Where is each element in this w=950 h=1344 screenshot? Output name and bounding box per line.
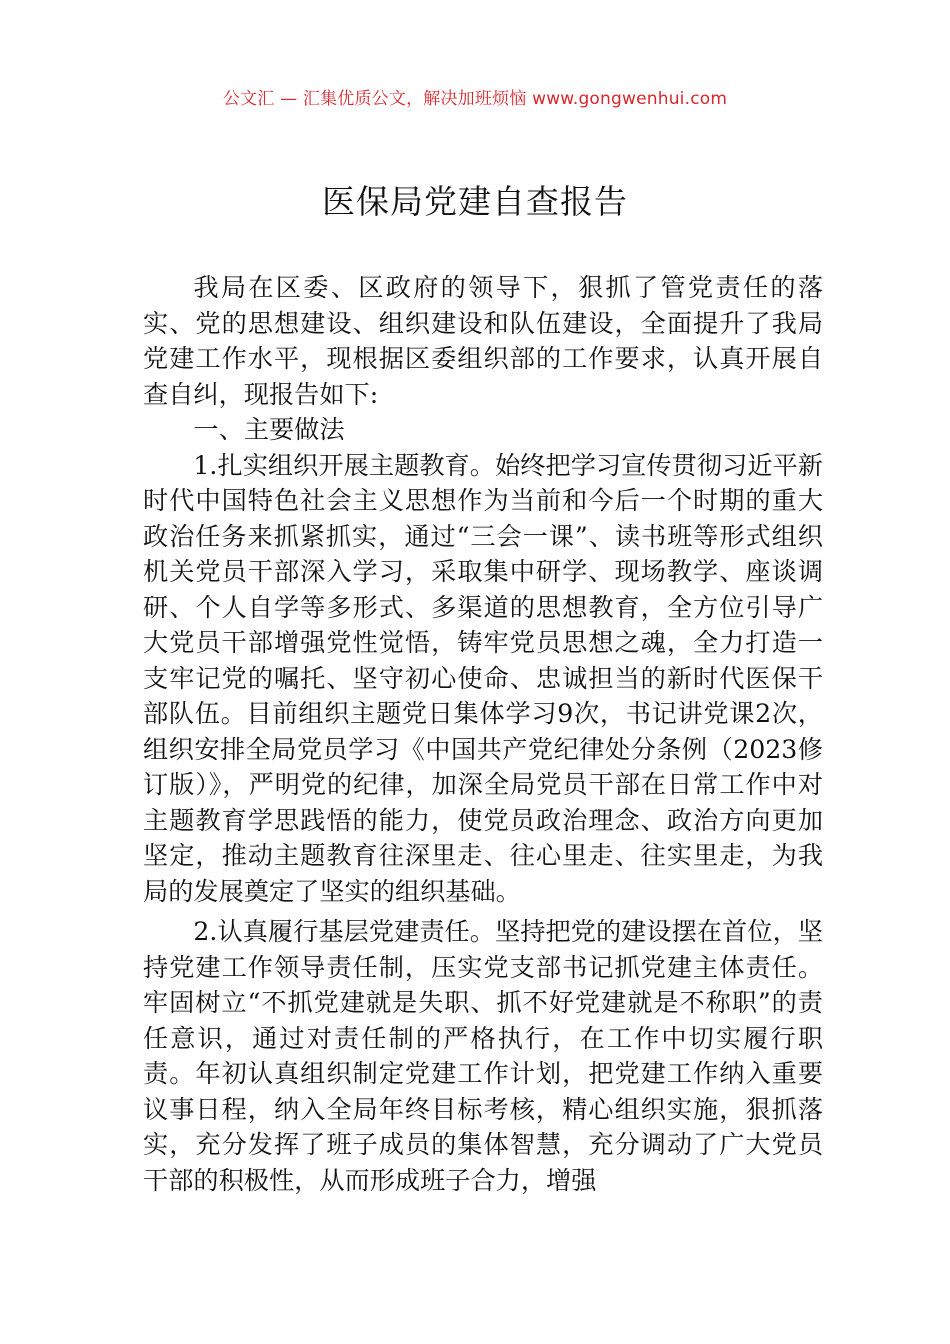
document-body [143,270,823,1198]
intro-paragraph: 我局在区委、区政府的领导下，狠抓了管党责任的落实、党的思想建设、组织建设和队伍建设，全面提升了我局党建工作水平，现根据区委组织部的工作要求，认真开展自查自纠，现报告如下: [143,273,823,409]
document-title: 医保局党建自查报告 [322,182,628,221]
body-paragraph-1: 1.扎实组织开展主题教育。始终把学习宣传贯彻习近平新时代中国特色社会主义思想作为当前和今后一个时期的重大政治任务来抓紧抓实，通过“三会一课”、读书班等形式组织机关党员干部深入学习，采取集中研学、现场教学、座谈调研、个人自学等多形式、多渠道的思想教育，全方位引导广大党员干部增强党性觉悟，铸牢党员思想之魂，全力打造一支牢记党的嘱托、坚守初心使命、忠诚担当的新时代医保干部队伍。目前组织主题党日集体学习9次，书记讲党课2次，组织安排全局党员学习《中国共产党纪律处分条例（2023修订版）》，严明党的纪律，加深全局党员干部在日常工作中对主题教育学思践悟的能力，使党员政治理念、政治方向更加坚定，推动主题教育往深里走、往心里走、往实里走，为我局的发展奠定了坚实的组织基础。 [143,450,823,906]
section-heading: 一、主要做法 [193,415,345,444]
body-paragraph-2: 2.认真履行基层党建责任。坚持把党的建设摆在首位，坚持党建工作领导责任制，压实党支部书记抓党建主体责任。牢固树立“不抓党建就是失职、抓不好党建就是不称职”的责任意识，通过对责任制的严格执行，在工作中切实履行职责。年初认真组织制定党建工作计划，把党建工作纳入重要议事日程，纳入全局年终目标考核，精心组织实施，狠抓落实，充分发挥了班子成员的集体智慧，充分调动了广大党员干部的积极性，从而形成班子合力，增强 [143,917,823,1195]
header-watermark: 公文汇 — 汇集优质公文，解决加班烦恼 www.gongwenhui.com [222,89,728,109]
